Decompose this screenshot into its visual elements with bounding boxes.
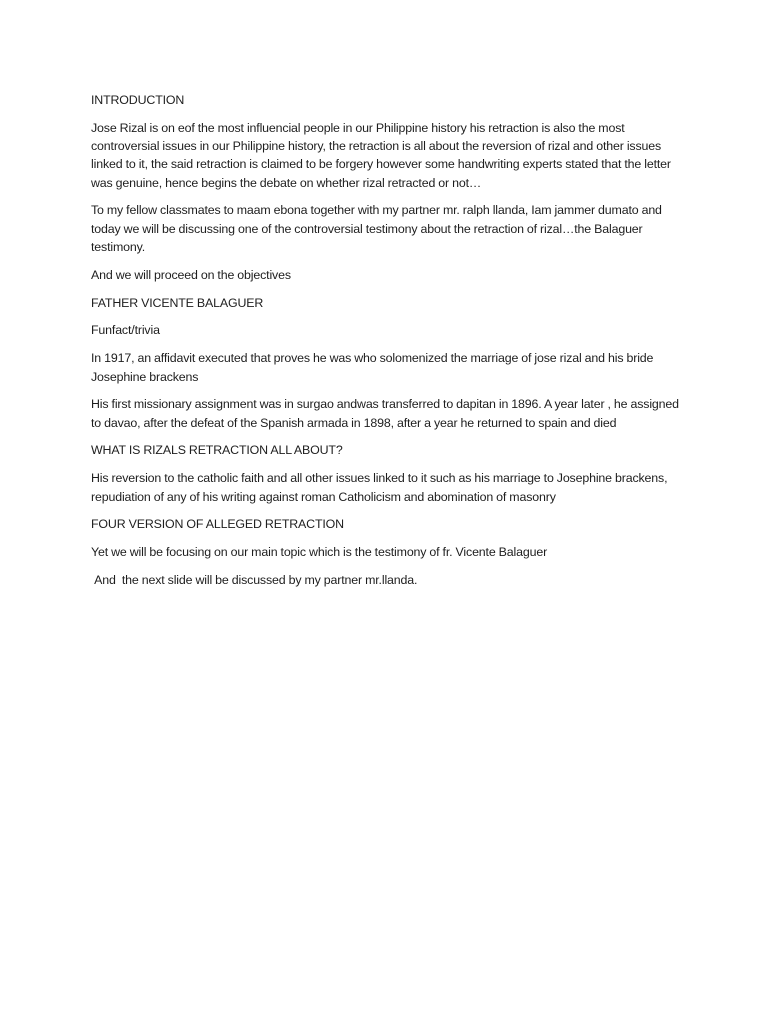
paragraph-reversion: His reversion to the catholic faith and all other issues linked to it such as his marriage to Josephine brackens, repudiation of any of his writing against roman Catholicism and abomination of masonry — [91, 471, 671, 504]
paragraph-main-topic: Yet we will be focusing on our main topic which is the testimony of fr. Vicente Balaguer — [91, 545, 548, 560]
paragraph-greeting: To my fellow classmates to maam ebona together with my partner mr. ralph llanda, Iam jammer dumato and today we will be discussing one of the controversial testimony about the retraction of rizal…the Balaguer testimony. — [91, 203, 665, 255]
paragraph-affidavit: In 1917, an affidavit executed that proves he was who solomenized the marriage of jose rizal and his bride Josephine brackens — [91, 351, 657, 384]
heading-father-vicente-balaguer: FATHER VICENTE BALAGUER — [91, 295, 264, 310]
heading-introduction: INTRODUCTION — [91, 93, 185, 107]
heading-four-version: FOUR VERSION OF ALLEGED RETRACTION — [91, 517, 344, 532]
paragraph-rizal-intro: Jose Rizal is on eof the most influencial people in our Philippine history his retraction is also the most controversial issues in our Philippine history, the retraction is all about the reversion of rizal and other issues linked to it, the said retraction is claimed to be forgery however some handwriting experts stated that the letter was genuine, hence begins the debate on whether rizal retracted or not… — [91, 120, 674, 190]
heading-retraction-about: WHAT IS RIZALS RETRACTION ALL ABOUT? — [91, 443, 343, 458]
paragraph-next-slide: And the next slide will be discussed by my partner mr.llanda. — [91, 572, 418, 587]
paragraph-missionary: His first missionary assignment was in surgao andwas transferred to dapitan in 1896. A year later , he assigned to davao, after the defeat of the Spanish armada in 1898, after a year he returned to spain and died — [91, 397, 682, 430]
paragraph-objectives: And we will proceed on the objectives — [91, 267, 291, 282]
paragraph-funfact: Funfact/trivia — [91, 323, 160, 338]
